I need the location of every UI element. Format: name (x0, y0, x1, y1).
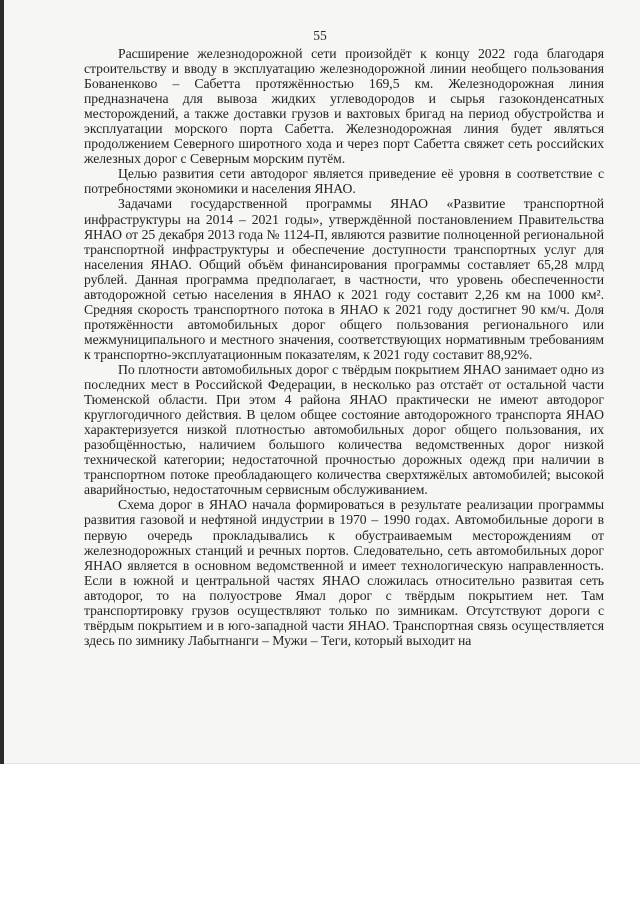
paragraph-road-network-goal: Целью развития сети автодорог является приведение её уровня в соответствие с потребностями экономики и населения ЯНАО. (84, 166, 604, 197)
scan-edge-shadow (0, 0, 4, 764)
paragraph-road-scheme-history: Схема дорог в ЯНАО начала формироваться в результате реализации программы развития газовой и нефтяной индустрии в 1970 – 1990 годах. Автомобильные дороги в первую очередь прокладывались к обустраиваемым месторождениям от железнодорожных станций и речных портов. Следовательно, сеть автомобильных дорог ЯНАО является в основном ведомственной и имеет технологическую направленность. Если в южной и центральной частях ЯНАО сложилась относительно развитая сеть автодорог, то на полуострове Ямал дорог с твёрдым покрытием нет. Там транспортировку грузов осуществляют только по зимникам. Отсутствуют дороги с твёрдым покрытием и в юго-западной части ЯНАО. Транспортная связь осуществляется здесь по зимнику Лабытнанги – Мужи – Теги, который выходит на (84, 497, 604, 648)
paragraph-railway-expansion: Расширение железнодорожной сети произойдёт к концу 2022 года благодаря строительству и вводу в эксплуатацию железнодорожной линии необщего пользования Бованенково – Сабетта протяжённостью 169,5 км. Железнодорожная линия предназначена для вывоза жидких углеводородов и сырья газоконденсатных месторождений, а также доставки грузов и вахтовых бригад на период обустройства и эксплуатации морского порта Сабетта. Железнодорожная линия будет являться продолжением Северного широтного хода и через порт Сабетта свяжет сеть российских железных дорог с Северным морским путём. (84, 46, 604, 167)
document-body (84, 46, 604, 648)
paragraph-state-program-tasks: Задачами государственной программы ЯНАО «Развитие транспортной инфраструктуры на 2014 – 2021 годы», утверждённой постановлением Правительства ЯНАО от 25 декабря 2013 года № 1124-П, являются развитие полноценной региональной транспортной инфраструктуры и обеспечение доступности транспортных услуг для населения ЯНАО. Общий объём финансирования программы составляет 65,28 млрд рублей. Данная программа предполагает, в частности, что уровень обеспеченности автодорожной сетью населения в ЯНАО к 2021 году составит 2,26 км на 1000 км². Средняя скорость транспортного потока в ЯНАО к 2021 году достигнет 90 км/ч. Доля протяжённости автомобильных дорог общего пользования регионального или межмуниципального и местного значения, соответствующих нормативным требованиям к транспортно-эксплуатационным показателям, к 2021 году составит 88,92%. (84, 196, 604, 362)
page-number: 55 (313, 28, 327, 43)
paragraph-road-density: По плотности автомобильных дорог с твёрдым покрытием ЯНАО занимает одно из последних мест в Российской Федерации, в несколько раз отстаёт от остальной части Тюменской области. При этом 4 района ЯНАО практически не имеют автодорог круглогодичного действия. В целом общее состояние автодорожного транспорта ЯНАО характеризуется низкой плотностью автомобильных дорог общего пользования, их разобщённостью, наличием большого количества ведомственных дорог низкой технической категории; недостаточной прочностью дорожных одежд при наличии в транспортном потоке преобладающего количества сверхтяжёлых автомобилей; высокой аварийностью, недостаточным сервисным обслуживанием. (84, 361, 604, 498)
